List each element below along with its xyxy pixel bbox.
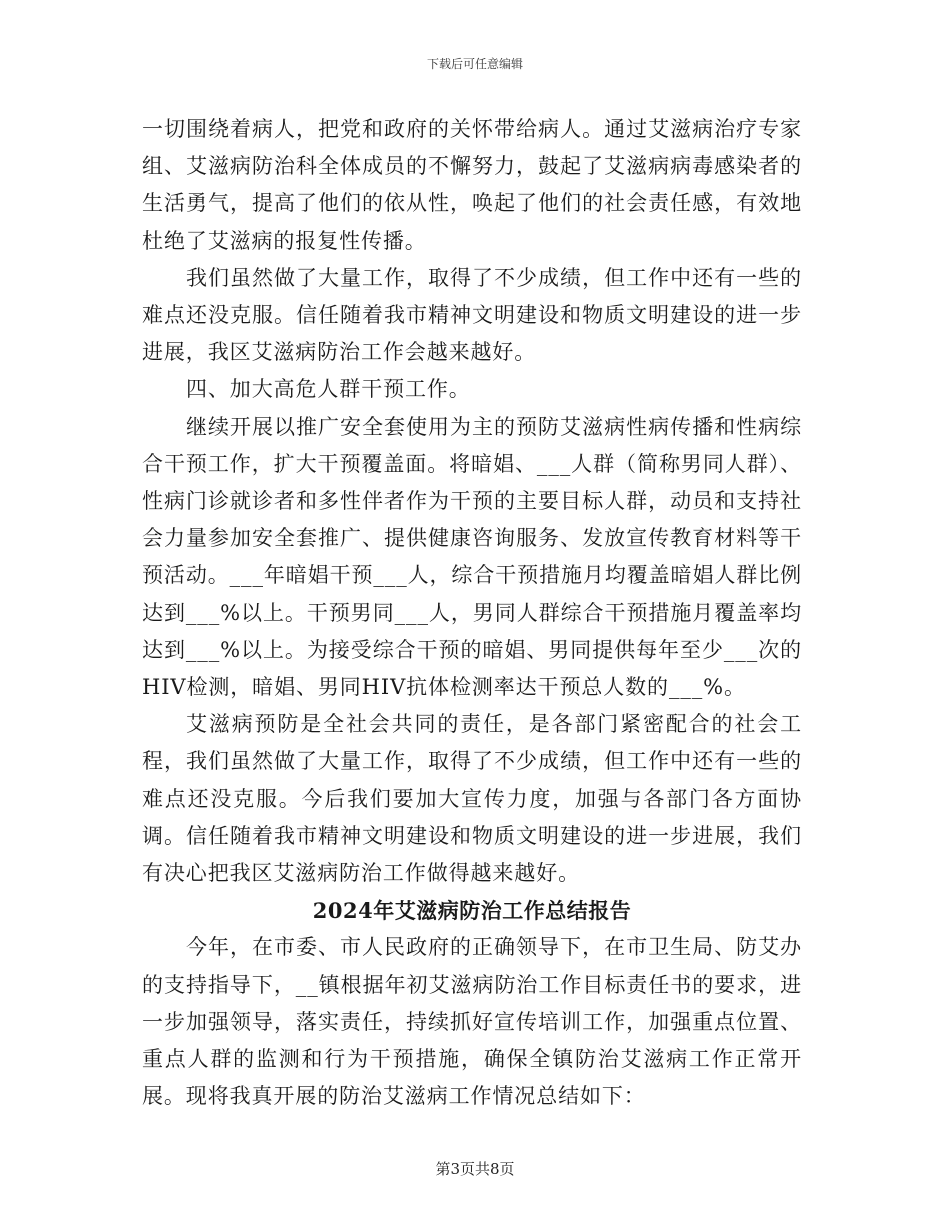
header-note: 下载后可任意编辑 xyxy=(426,57,523,71)
paragraph-6: 今年，在市委、市人民政府的正确领导下，在市卫生局、防艾办的支持指导下，__镇根据年初艾滋病防治工作目标责任书的要求，进一步加强领导，落实责任，持续抓好宣传培训工作，加强重点位置、重点人群的监测和行为干预措施，确保全镇防治艾滋病工作正常开展。现将我真开展的防治艾滋病工作情况总结如下： xyxy=(142,935,802,1109)
paragraph-1: 一切围绕着病人，把党和政府的关怀带给病人。通过艾滋病治疗专家组、艾滋病防治科全体成员的不懈努力，鼓起了艾滋病病毒感染者的生活勇气，提高了他们的依从性，唤起了他们的社会责任感，有效地杜绝了艾滋病的报复性传播。 xyxy=(142,117,802,253)
paragraph-4: 继续开展以推广安全套使用为主的预防艾滋病性病传播和性病综合干预工作，扩大干预覆盖面。将暗娼、___人群（简称男同人群）、性病门诊就诊者和多性伴者作为干预的主要目标人群，动员和支持社会力量参加安全套推广、提供健康咨询服务、发放宣传教育材料等干预活动。___年暗娼干预___人，综合干预措施月均覆盖暗娼人群比例达到___%以上。干预男同___人，男同人群综合干预措施月覆盖率均达到___%以上。为接受综合干预的暗娼、男同提供每年至少___次的HIV检测，暗娼、男同HIV抗体检测率达干预总人数的___%。 xyxy=(142,414,802,700)
paragraph-5: 艾滋病预防是全社会共同的责任，是各部门紧密配合的社会工程，我们虽然做了大量工作，取得了不少成绩，但工作中还有一些的难点还没克服。今后我们要加大宣传力度，加强与各部门各方面协调。信任随着我市精神文明建设和物质文明建设的进一步进展，我们有决心把我区艾滋病防治工作做得越来越好。 xyxy=(142,712,802,886)
document-body xyxy=(142,111,802,1115)
paragraph-2: 我们虽然做了大量工作，取得了不少成绩，但工作中还有一些的难点还没克服。信任随着我市精神文明建设和物质文明建设的进一步进展，我区艾滋病防治工作会越来越好。 xyxy=(142,265,802,365)
page-number: 第3页共8页 xyxy=(435,1160,515,1178)
section-heading-4: 四、加大高危人群干预工作。 xyxy=(186,377,471,402)
report-title: 2024年艾滋病防治工作总结报告 xyxy=(312,898,632,924)
